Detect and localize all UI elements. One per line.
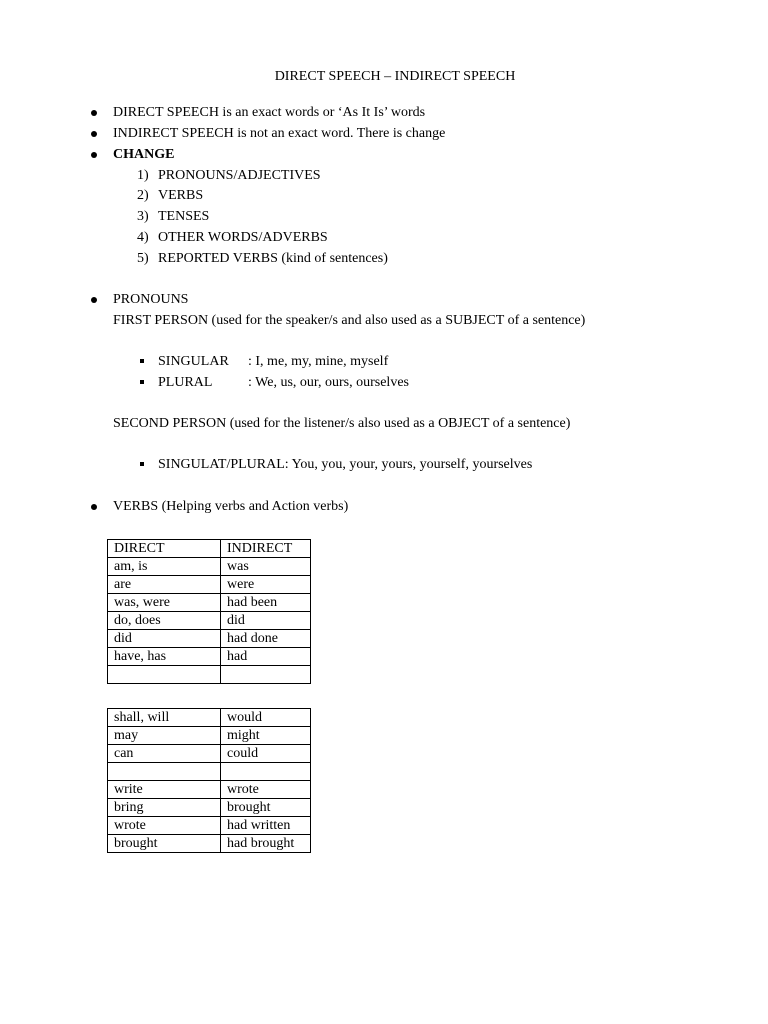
table-cell: was, were [108,594,221,612]
list-number: 1) [137,168,149,183]
table-cell: are [108,576,221,594]
square-bullet-icon [140,462,144,466]
table-cell [221,666,311,684]
bullet-icon [91,504,97,510]
second-person-text: SECOND PERSON (used for the listener/s also used as a OBJECT of a sentence) [113,416,571,431]
verbs-heading: VERBS (Helping verbs and Action verbs) [113,499,349,514]
table-cell: wrote [221,781,311,799]
table-cell: wrote [108,817,221,835]
list-number: 2) [137,188,149,203]
table-row [108,630,311,648]
table-row [108,799,311,817]
table-cell [108,666,221,684]
table-cell: INDIRECT [221,540,311,558]
table-cell: do, does [108,612,221,630]
bullet-icon [91,152,97,158]
table-cell: am, is [108,558,221,576]
change-item: REPORTED VERBS (kind of sentences) [158,251,388,266]
table-cell: were [221,576,311,594]
table-row [108,817,311,835]
verbs-table-2 [107,708,311,853]
table-cell: brought [221,799,311,817]
table-cell: brought [108,835,221,853]
table-row [108,666,311,684]
table-row [108,558,311,576]
first-person-text: FIRST PERSON (used for the speaker/s and also used as a SUBJECT of a sentence) [113,313,586,328]
table-row [108,835,311,853]
change-item: PRONOUNS/ADJECTIVES [158,168,321,183]
second-person-item: SINGULAT/PLURAL: You, you, your, yours, yourself, yourselves [158,457,533,472]
table-cell: have, has [108,648,221,666]
table-cell: had been [221,594,311,612]
bullet-icon [91,131,97,137]
table-row [108,594,311,612]
table-cell: shall, will [108,709,221,727]
bullet-indirect-speech: INDIRECT SPEECH is not an exact word. There is change [113,126,446,141]
list-number: 3) [137,209,149,224]
table-row [108,709,311,727]
table-row [108,781,311,799]
table-row [108,612,311,630]
table-cell: had brought [221,835,311,853]
page-title: DIRECT SPEECH – INDIRECT SPEECH [274,69,516,84]
table-cell: DIRECT [108,540,221,558]
plural-value: : We, us, our, ours, ourselves [248,375,409,390]
table-cell: may [108,727,221,745]
table-row [108,763,311,781]
table-cell: could [221,745,311,763]
table-cell: write [108,781,221,799]
table-cell: can [108,745,221,763]
square-bullet-icon [140,359,144,363]
change-item: TENSES [158,209,210,224]
singular-label: SINGULAR [158,354,229,369]
table-cell: had done [221,630,311,648]
change-item: VERBS [158,188,204,203]
table-cell: had written [221,817,311,835]
table-cell: would [221,709,311,727]
table-cell [108,763,221,781]
table-row [108,648,311,666]
square-bullet-icon [140,380,144,384]
pronouns-heading: PRONOUNS [113,292,189,307]
plural-label: PLURAL [158,375,213,390]
table-row [108,745,311,763]
bullet-direct-speech: DIRECT SPEECH is an exact words or ‘As It Is’ words [113,105,426,120]
table-cell: did [221,612,311,630]
change-heading: CHANGE [113,147,175,162]
table-cell: did [108,630,221,648]
table-cell: was [221,558,311,576]
table-cell: bring [108,799,221,817]
list-number: 4) [137,230,149,245]
table-row [108,540,311,558]
table-cell: had [221,648,311,666]
bullet-icon [91,297,97,303]
table-row [108,576,311,594]
bullet-icon [91,110,97,116]
table-cell [221,763,311,781]
singular-value: : I, me, my, mine, myself [248,354,389,369]
table-cell: might [221,727,311,745]
table-row [108,727,311,745]
change-item: OTHER WORDS/ADVERBS [158,230,328,245]
verbs-table-1 [107,539,311,684]
list-number: 5) [137,251,149,266]
